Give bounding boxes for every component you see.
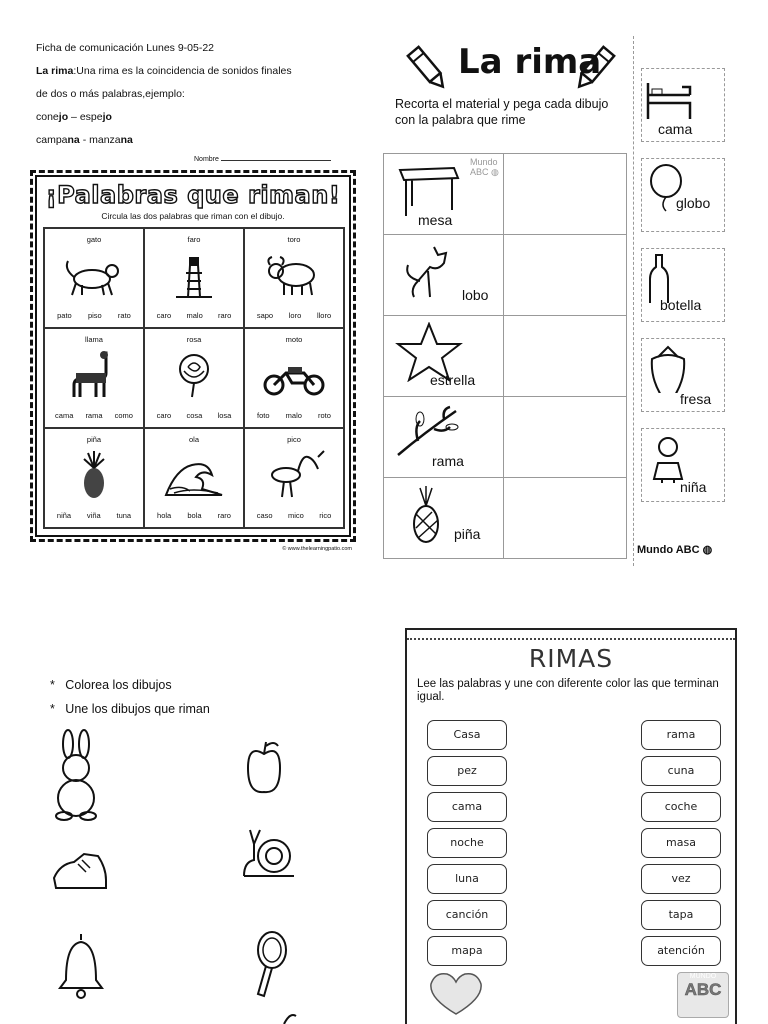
- cell-word: faro: [187, 235, 201, 244]
- option-word[interactable]: foto: [257, 411, 270, 420]
- option-word[interactable]: bola: [187, 511, 202, 520]
- grid-cell: [244, 228, 344, 328]
- grid-cell: [144, 328, 244, 428]
- left-word-box[interactable]: canción: [427, 900, 507, 930]
- intro-heading: Ficha de comunicación Lunes 9-05-22: [36, 42, 215, 54]
- option-word[interactable]: raro: [217, 511, 231, 520]
- scalloped-border: [407, 630, 735, 640]
- table-row: [384, 397, 626, 478]
- right-word-box[interactable]: atención: [641, 936, 721, 966]
- partial-drawing-icon: [282, 1012, 300, 1024]
- cell-word: gato: [86, 235, 102, 244]
- cutout-strip: [641, 68, 725, 518]
- strawberry-icon: [646, 343, 692, 393]
- option-word[interactable]: pato: [57, 311, 72, 320]
- right-word-box[interactable]: rama: [641, 720, 721, 750]
- option-word[interactable]: rama: [85, 411, 103, 420]
- row-word: estrella: [430, 372, 476, 388]
- option-word[interactable]: tuna: [116, 511, 132, 520]
- cutout-card[interactable]: [641, 428, 725, 502]
- pencil-icon: [571, 44, 617, 94]
- rose-icon: [162, 349, 226, 399]
- row-word: piña: [454, 526, 481, 542]
- worksheet-frame: [30, 170, 356, 542]
- option-word[interactable]: sapo: [256, 311, 274, 320]
- card-word: cama: [658, 121, 693, 137]
- right-word-box[interactable]: tapa: [641, 900, 721, 930]
- option-word[interactable]: niña: [56, 511, 72, 520]
- cell-word: moto: [285, 335, 303, 344]
- instruction-1: * Colorea los dibujos: [50, 678, 172, 692]
- table-row: [384, 316, 626, 397]
- brand-mundo-abc: Mundo ABC ◍: [637, 544, 713, 556]
- bottle-icon: [646, 253, 692, 303]
- paste-slot[interactable]: [504, 154, 626, 234]
- left-word-box[interactable]: cama: [427, 792, 507, 822]
- option-word[interactable]: cama: [55, 411, 74, 420]
- left-word-box[interactable]: Casa: [427, 720, 507, 750]
- left-word-box[interactable]: mapa: [427, 936, 507, 966]
- paste-slot[interactable]: [504, 478, 626, 558]
- worksheet-title: ¡Palabras que riman!: [45, 181, 341, 209]
- option-word[interactable]: caro: [156, 411, 172, 420]
- left-word-box[interactable]: noche: [427, 828, 507, 858]
- worksheet-la-rima: [383, 36, 633, 566]
- left-word-box[interactable]: luna: [427, 864, 507, 894]
- example-2: campana - manzana: [36, 134, 133, 146]
- snail-icon[interactable]: [240, 824, 296, 884]
- grid-cell: [44, 428, 144, 528]
- picture-grid: [43, 227, 345, 529]
- row-word: lobo: [462, 287, 489, 303]
- watermark: Mundo ABC ◍: [470, 157, 499, 177]
- cell-word: rosa: [186, 335, 202, 344]
- paste-slot[interactable]: [504, 397, 626, 477]
- cutout-card[interactable]: [641, 68, 725, 142]
- option-word[interactable]: raro: [218, 311, 232, 320]
- option-word[interactable]: rato: [117, 311, 131, 320]
- mirror-icon[interactable]: [250, 930, 290, 1000]
- option-word[interactable]: loro: [288, 311, 302, 320]
- rimas-instructions: Lee las palabras y une con diferente color las que terminan igual.: [417, 678, 719, 703]
- shoe-icon[interactable]: [50, 848, 110, 894]
- girl-icon: [646, 433, 692, 483]
- option-word[interactable]: hola: [157, 511, 172, 520]
- cell-word: ola: [188, 435, 199, 444]
- right-word-box[interactable]: vez: [641, 864, 721, 894]
- grid-cell: [244, 428, 344, 528]
- row-word: rama: [432, 453, 464, 469]
- intro-text: [36, 37, 336, 152]
- motorcycle-icon: [262, 349, 326, 399]
- cutout-card[interactable]: [641, 338, 725, 412]
- cell-word: pico: [287, 435, 301, 444]
- paste-slot[interactable]: [504, 316, 626, 396]
- option-word[interactable]: mico: [287, 511, 304, 520]
- grid-cell: [244, 328, 344, 428]
- apple-icon[interactable]: [244, 738, 284, 798]
- option-word[interactable]: lloro: [316, 311, 332, 320]
- example-1: conejo – espejo: [36, 111, 112, 123]
- rimas-title: RIMAS: [528, 644, 614, 673]
- rima-definition-cont: de dos o más palabras,ejemplo:: [36, 88, 185, 100]
- worksheet-subtitle: Circula las dos palabras que riman con el dibujo.: [101, 211, 285, 221]
- option-word[interactable]: roto: [318, 411, 331, 420]
- option-word[interactable]: malo: [285, 411, 302, 420]
- option-word[interactable]: caso: [256, 511, 273, 520]
- option-word[interactable]: losa: [217, 411, 232, 420]
- table-row: [384, 478, 626, 558]
- wolf-icon: [394, 241, 464, 301]
- worksheet-rimas: [405, 628, 737, 1024]
- la-rima-title: La rima: [458, 42, 602, 82]
- cell-word: piña: [86, 435, 102, 444]
- match-table: [383, 153, 627, 559]
- option-word[interactable]: rico: [319, 511, 332, 520]
- option-word[interactable]: malo: [186, 311, 203, 320]
- cutout-card[interactable]: [641, 248, 725, 322]
- option-word[interactable]: caro: [156, 311, 172, 320]
- card-word: globo: [676, 195, 711, 211]
- cell-word: llama: [85, 335, 103, 344]
- pineapple-icon: [62, 449, 126, 499]
- grid-cell: [44, 228, 144, 328]
- bell-icon[interactable]: [56, 930, 106, 1000]
- grid-cell: [44, 328, 144, 428]
- la-rima-instructions: Recorta el material y pega cada dibujo con la palabra que rime: [395, 97, 609, 127]
- grid-cell: [144, 428, 244, 528]
- rima-definition: La rima:Una rima es la coincidencia de sonidos finales: [36, 65, 292, 77]
- option-word[interactable]: cosa: [186, 411, 203, 420]
- left-word-box[interactable]: pez: [427, 756, 507, 786]
- cut-line: [633, 36, 634, 566]
- cat-icon: [62, 249, 126, 299]
- rabbit-icon[interactable]: [48, 728, 104, 822]
- credit-text: © www.thelearningpatio.com: [282, 546, 352, 552]
- cutout-card[interactable]: [641, 158, 725, 232]
- wave-icon: [162, 449, 226, 499]
- bird-icon: [262, 449, 326, 499]
- name-field[interactable]: Nombre: [194, 156, 331, 163]
- right-word-box[interactable]: coche: [641, 792, 721, 822]
- globe-icon: ◍: [491, 167, 499, 177]
- instruction-2: * Une los dibujos que riman: [50, 702, 210, 716]
- card-word: niña: [680, 479, 707, 495]
- bull-icon: [262, 249, 326, 299]
- card-word: botella: [660, 297, 702, 313]
- option-word[interactable]: como: [114, 411, 133, 420]
- grid-cell: [144, 228, 244, 328]
- globe-icon: ◍: [702, 544, 713, 556]
- heart-icon: [427, 972, 485, 1016]
- table-row: [384, 235, 626, 316]
- card-word: fresa: [680, 391, 712, 407]
- option-word[interactable]: viña: [86, 511, 101, 520]
- mundo-abc-logo: MUNDO ABC: [677, 972, 729, 1018]
- pencil-icon: [405, 44, 451, 94]
- table-row: [384, 154, 626, 235]
- paste-slot[interactable]: [504, 235, 626, 315]
- worksheet-palabras-que-riman: [16, 150, 358, 560]
- right-word-box[interactable]: masa: [641, 828, 721, 858]
- worksheet-colorea: [30, 668, 330, 1024]
- table-icon: [394, 160, 464, 220]
- bed-icon: [646, 73, 692, 123]
- lighthouse-icon: [162, 249, 226, 299]
- right-word-box[interactable]: cuna: [641, 756, 721, 786]
- option-word[interactable]: piso: [87, 311, 102, 320]
- cell-word: toro: [287, 235, 301, 244]
- row-word: mesa: [418, 212, 453, 228]
- llama-icon: [62, 349, 126, 399]
